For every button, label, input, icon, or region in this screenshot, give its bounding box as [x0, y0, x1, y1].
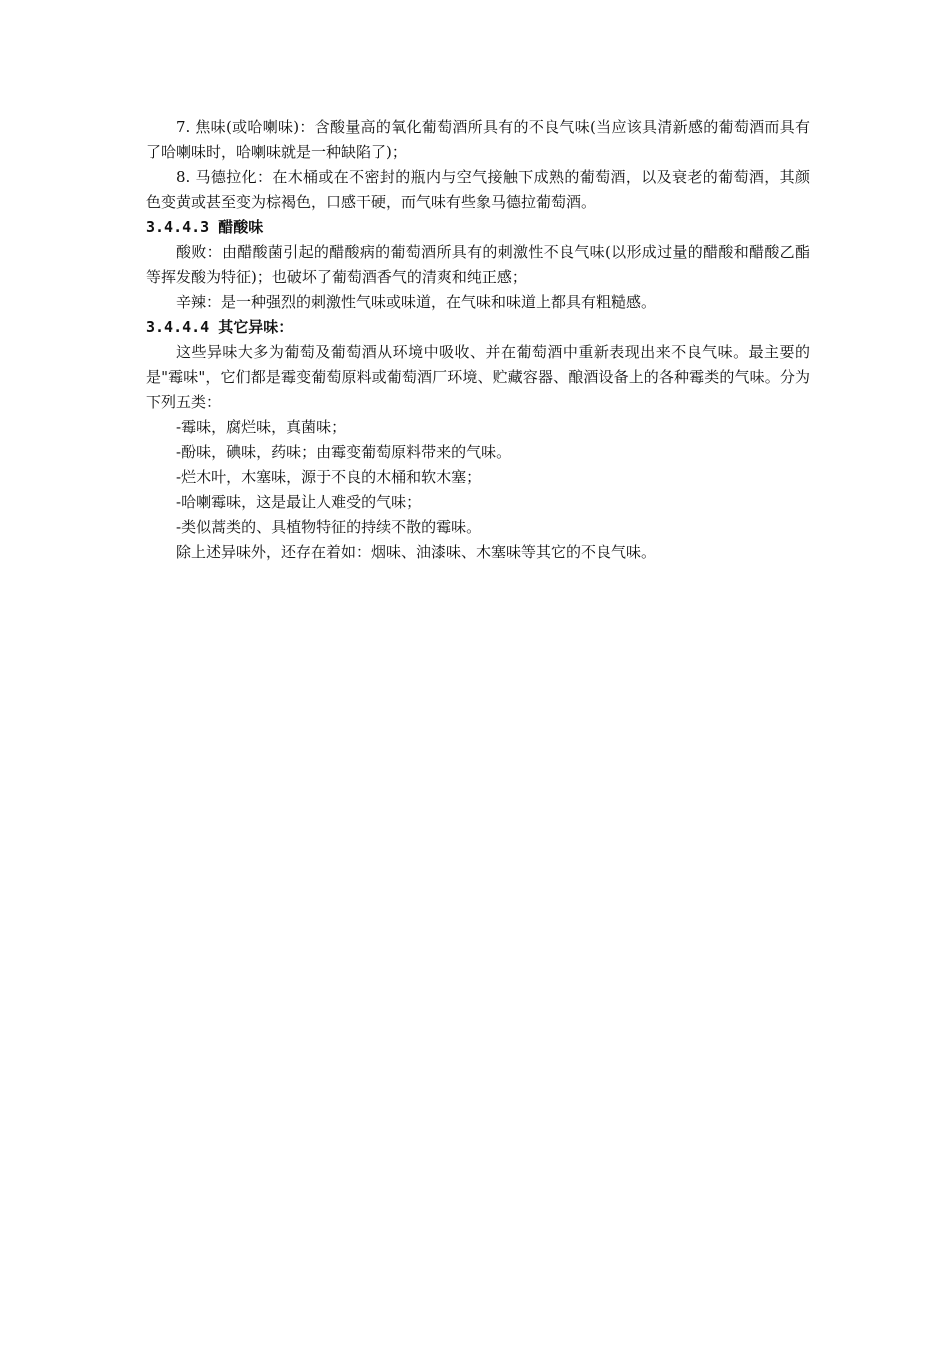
- paragraph-closing: 除上述异味外，还存在着如：烟味、油漆味、木塞味等其它的不良气味。: [176, 543, 657, 561]
- section-title: 醋酸味: [218, 218, 264, 236]
- section-title: 其它异味：: [218, 318, 294, 336]
- list-item: -哈喇霉味，这是最让人难受的气味；: [176, 493, 422, 511]
- paragraph-pungent: 辛辣：是一种强烈的刺激性气味或味道，在气味和味道上都具有粗糙感。: [176, 293, 657, 311]
- paragraph-maderization: 8. 马德拉化：在木桶或在不密封的瓶内与空气接触下成熟的葡萄酒，以及衰老的葡萄酒，其颜色变黄或甚至变为棕褐色，口感干硬，而气味有些象马德拉葡萄酒。: [146, 168, 810, 211]
- list-item: -酚味，碘味，药味；由霉变葡萄原料带来的气味。: [176, 443, 512, 461]
- section-heading-other-off-odors: [146, 315, 810, 340]
- list-item: -霉味，腐烂味，真菌味；: [176, 418, 347, 436]
- section-heading-acetic: [146, 215, 810, 240]
- document-page: [146, 115, 810, 565]
- list-item: -类似蒿类的、具植物特征的持续不散的霉味。: [176, 518, 482, 536]
- paragraph-sour: 酸败：由醋酸菌引起的醋酸病的葡萄酒所具有的刺激性不良气味(以形成过量的醋酸和醋酸乙酯等挥发酸为特征)；也破坏了葡萄酒香气的清爽和纯正感；: [146, 243, 810, 286]
- section-number: 3.4.4.3: [146, 218, 210, 236]
- list-item: -烂木叶，木塞味，源于不良的木桶和软木塞；: [176, 468, 482, 486]
- section-number: 3.4.4.4: [146, 318, 210, 336]
- paragraph-burnt-smell: 7. 焦味(或哈喇味)：含酸量高的氧化葡萄酒所具有的不良气味(当应该具清新感的葡萄酒而具有了哈喇味时，哈喇味就是一种缺陷了)；: [146, 118, 810, 161]
- paragraph-intro: 这些异味大多为葡萄及葡萄酒从环境中吸收、并在葡萄酒中重新表现出来不良气味。最主要的是"霉味"，它们都是霉变葡萄原料或葡萄酒厂环境、贮藏容器、酿酒设备上的各种霉类的气味。分为下列五类：: [146, 343, 810, 411]
